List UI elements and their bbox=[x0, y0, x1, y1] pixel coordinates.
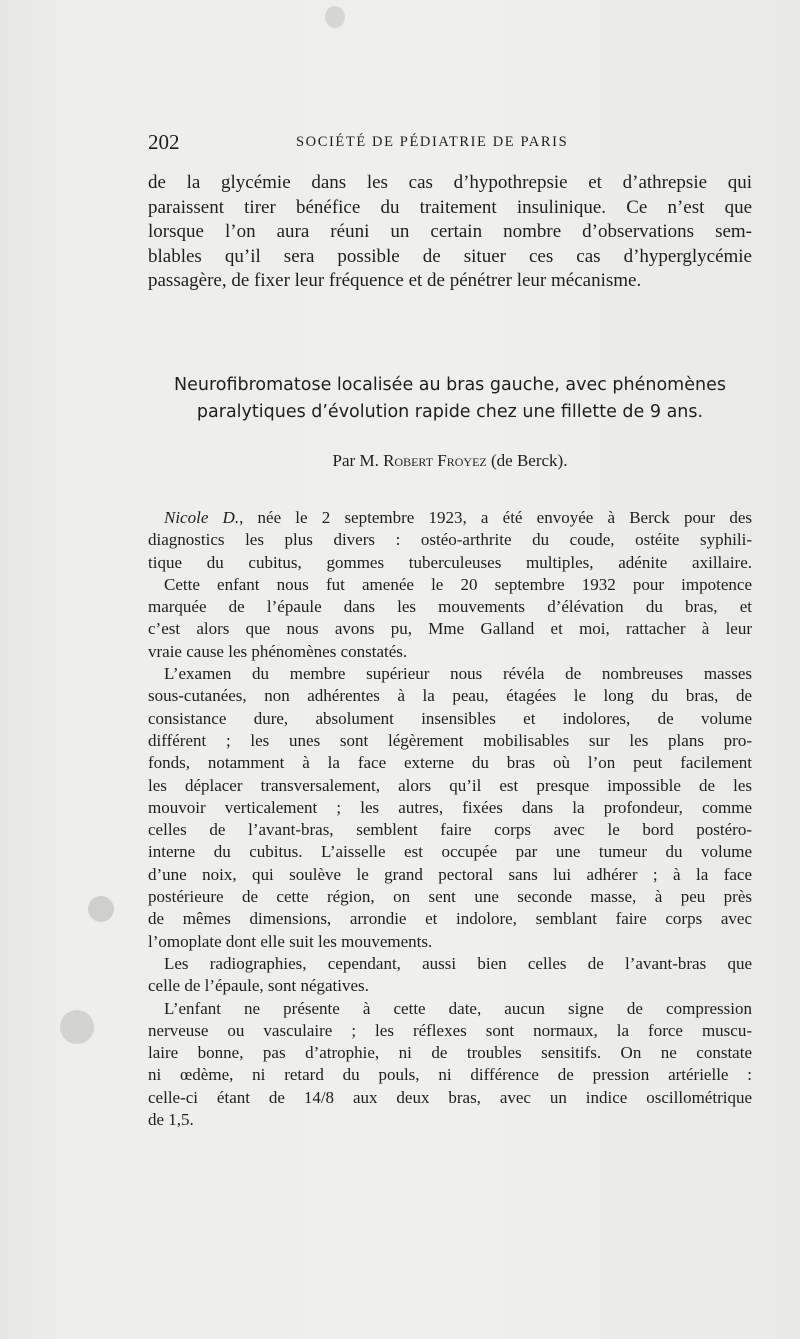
byline-prefix: Par M. bbox=[332, 451, 379, 470]
text-line: les déplacer transversalement, alors qu’il est presque impossible de les bbox=[148, 775, 752, 795]
page-header bbox=[148, 128, 748, 158]
text-line: Les radiographies, cependant, aussi bien celles de l’avant-bras que bbox=[164, 953, 752, 973]
text-line: postérieure de cette région, on sent une seconde masse, à peu près bbox=[148, 887, 752, 907]
text-line: de la glycémie dans les cas d’hypothrepsie et d’athrepsie qui bbox=[148, 172, 752, 193]
text-line: l’omoplate dont elle suit les mouvements. bbox=[148, 931, 433, 951]
text-line: sous-cutanées, non adhérentes à la peau, étagées le long du bras, de bbox=[148, 686, 752, 706]
text-line: passagère, de fixer leur fréquence et de pénétrer leur mécanisme. bbox=[148, 270, 642, 291]
article-title-line: Neurofibromatose localisée au bras gauche, avec phénomènes bbox=[174, 375, 726, 395]
article-title-line: paralytiques d’évolution rapide chez une fillette de 9 ans. bbox=[196, 402, 704, 422]
article-body bbox=[148, 507, 752, 1131]
intro-paragraph bbox=[148, 171, 752, 294]
text-line: blables qu’il sera possible de situer ces cas d’hyperglycémie bbox=[148, 245, 752, 267]
article-title bbox=[148, 372, 752, 426]
text-line: celle-ci étant de 14/8 aux deux bras, avec un indice oscillométrique bbox=[148, 1087, 752, 1107]
text-line: marquée de l’épaule dans les mouvements d’élévation du bras, et bbox=[148, 597, 752, 617]
paper-spot bbox=[88, 896, 114, 922]
text-line: interne du cubitus. L’aisselle est occupée par une tumeur du volume bbox=[148, 842, 752, 862]
text-line: de mêmes dimensions, arrondie et indolore, semblant faire corps avec bbox=[148, 909, 752, 929]
patient-name: Nicole D. bbox=[164, 508, 240, 527]
text-line: ni œdème, ni retard du pouls, ni différence de pression artérielle : bbox=[148, 1065, 752, 1085]
text-fragment: , née le 2 septembre 1923, a été envoyée à Berck pour des bbox=[239, 508, 752, 527]
text-line: consistance dure, absolument insensibles et indolores, de volume bbox=[148, 708, 752, 728]
text-line: mouvoir verticalement ; les autres, fixées dans la profondeur, comme bbox=[148, 797, 752, 817]
text-line: de 1,5. bbox=[148, 1110, 194, 1130]
paper-spot bbox=[60, 1010, 94, 1044]
text-line: diagnostics les plus divers : ostéo-arthrite du coude, ostéite syphili- bbox=[148, 530, 752, 550]
byline-author: Robert Froyez bbox=[383, 451, 487, 470]
text-line: paraissent tirer bénéfice du traitement insulinique. Ce n’est que bbox=[148, 196, 752, 218]
page-number: 202 bbox=[148, 130, 180, 154]
text-line: nerveuse ou vasculaire ; les réflexes sont normaux, la force muscu- bbox=[148, 1020, 752, 1040]
running-head: SOCIÉTÉ DE PÉDIATRIE DE PARIS bbox=[296, 134, 569, 150]
text-line: laire bonne, pas d’atrophie, ni de troubles sensitifs. On ne constate bbox=[148, 1043, 752, 1063]
text-line: vraie cause les phénomènes constatés. bbox=[148, 641, 408, 661]
text-line: d’une noix, qui soulève le grand pectoral sans lui adhérer ; à la face bbox=[148, 864, 752, 884]
text-line: fonds, notamment à la face externe du bras où l’on peut facilement bbox=[148, 753, 752, 773]
text-line: lorsque l’on aura réuni un certain nombre d’observations sem- bbox=[148, 221, 752, 242]
text-line: tique du cubitus, gommes tuberculeuses multiples, adénite axillaire. bbox=[148, 552, 752, 572]
article-byline bbox=[148, 451, 752, 471]
text-line: celle de l’épaule, sont négatives. bbox=[148, 976, 369, 996]
text-line: celles de l’avant-bras, semblent faire corps avec le bord postéro- bbox=[148, 820, 752, 840]
paper-spot bbox=[325, 6, 345, 28]
text-line: L’enfant ne présente à cette date, aucun signe de compression bbox=[164, 998, 752, 1018]
text-line: Cette enfant nous fut amenée le 20 septembre 1932 pour impotence bbox=[164, 574, 752, 594]
text-line: c’est alors que nous avons pu, Mme Galland et moi, rattacher à leur bbox=[148, 619, 752, 639]
text-line: différent ; les unes sont légèrement mobilisables sur les plans pro- bbox=[148, 730, 752, 750]
byline-affiliation: (de Berck). bbox=[490, 451, 568, 470]
text-line: L’examen du membre supérieur nous révéla de nombreuses masses bbox=[164, 664, 752, 684]
text-line bbox=[148, 507, 752, 529]
